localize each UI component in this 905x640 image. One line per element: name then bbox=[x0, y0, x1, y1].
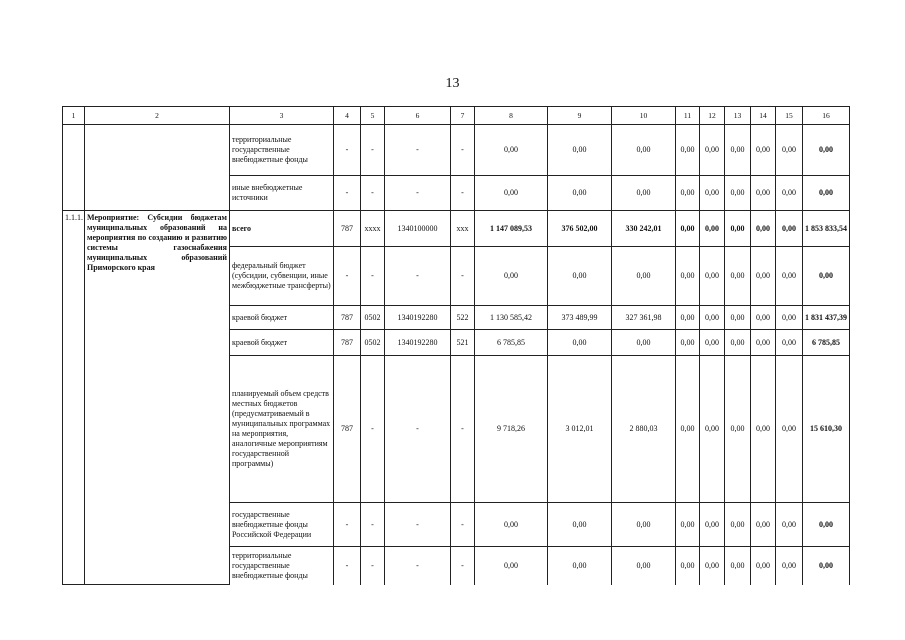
column-header: 3 bbox=[230, 107, 334, 125]
funding-source-cell: краевой бюджет bbox=[230, 306, 334, 330]
value-cell-c10: 0,00 bbox=[612, 176, 676, 211]
value-cell-c10: 0,00 bbox=[612, 125, 676, 176]
page-number: 13 bbox=[445, 76, 460, 91]
value-cell-c5: 0502 bbox=[361, 306, 385, 330]
value-cell-c12: 0,00 bbox=[700, 125, 725, 176]
column-header: 10 bbox=[612, 107, 676, 125]
value-cell-c14: 0,00 bbox=[751, 356, 776, 503]
value-cell-c4: - bbox=[334, 176, 361, 211]
value-cell-c6: 1340100000 bbox=[385, 211, 451, 247]
value-cell-c5: - bbox=[361, 247, 385, 306]
value-cell-c8: 0,00 bbox=[475, 547, 548, 585]
value-cell-c11: 0,00 bbox=[676, 306, 700, 330]
value-cell-c15: 0,00 bbox=[776, 211, 803, 247]
value-cell-c16: 0,00 bbox=[803, 125, 850, 176]
column-header: 1 bbox=[63, 107, 85, 125]
value-cell-c15: 0,00 bbox=[776, 503, 803, 547]
value-cell-c8: 6 785,85 bbox=[475, 330, 548, 356]
value-cell-c7: - bbox=[451, 125, 475, 176]
value-cell-c13: 0,00 bbox=[725, 356, 751, 503]
value-cell-c16: 0,00 bbox=[803, 547, 850, 585]
funding-source-cell: государственные внебюджетные фонды Российской Федерации bbox=[230, 503, 334, 547]
value-cell-c8: 0,00 bbox=[475, 176, 548, 211]
table-row bbox=[63, 211, 850, 247]
value-cell-c15: 0,00 bbox=[776, 547, 803, 585]
value-cell-c14: 0,00 bbox=[751, 330, 776, 356]
value-cell-c16: 0,00 bbox=[803, 176, 850, 211]
value-cell-c15: 0,00 bbox=[776, 356, 803, 503]
value-cell-c4: 787 bbox=[334, 306, 361, 330]
value-cell-c11: 0,00 bbox=[676, 211, 700, 247]
value-cell-c9: 3 012,01 bbox=[548, 356, 612, 503]
value-cell-c15: 0,00 bbox=[776, 247, 803, 306]
value-cell-c10: 327 361,98 bbox=[612, 306, 676, 330]
value-cell-c7: 521 bbox=[451, 330, 475, 356]
value-cell-c13: 0,00 bbox=[725, 247, 751, 306]
value-cell-c16: 1 853 833,54 bbox=[803, 211, 850, 247]
column-header: 14 bbox=[751, 107, 776, 125]
column-header: 4 bbox=[334, 107, 361, 125]
value-cell-c14: 0,00 bbox=[751, 211, 776, 247]
value-cell-c8: 9 718,26 bbox=[475, 356, 548, 503]
value-cell-c13: 0,00 bbox=[725, 306, 751, 330]
value-cell-c16: 15 610,30 bbox=[803, 356, 850, 503]
value-cell-c4: - bbox=[334, 247, 361, 306]
value-cell-c16: 0,00 bbox=[803, 503, 850, 547]
value-cell-c7: - bbox=[451, 547, 475, 585]
item-number-cell bbox=[63, 125, 85, 211]
value-cell-c6: - bbox=[385, 547, 451, 585]
value-cell-c7: - bbox=[451, 356, 475, 503]
value-cell-c9: 0,00 bbox=[548, 176, 612, 211]
value-cell-c5: - bbox=[361, 125, 385, 176]
column-header: 7 bbox=[451, 107, 475, 125]
value-cell-c8: 0,00 bbox=[475, 125, 548, 176]
value-cell-c7: - bbox=[451, 247, 475, 306]
table-row bbox=[63, 125, 850, 176]
value-cell-c6: 1340192280 bbox=[385, 306, 451, 330]
value-cell-c4: 787 bbox=[334, 330, 361, 356]
value-cell-c9: 376 502,00 bbox=[548, 211, 612, 247]
column-header: 2 bbox=[85, 107, 230, 125]
value-cell-c13: 0,00 bbox=[725, 176, 751, 211]
value-cell-c6: 1340192280 bbox=[385, 330, 451, 356]
value-cell-c10: 330 242,01 bbox=[612, 211, 676, 247]
budget-table bbox=[62, 106, 850, 585]
funding-source-cell: краевой бюджет bbox=[230, 330, 334, 356]
value-cell-c5: - bbox=[361, 176, 385, 211]
value-cell-c9: 373 489,99 bbox=[548, 306, 612, 330]
value-cell-c12: 0,00 bbox=[700, 547, 725, 585]
value-cell-c10: 2 880,03 bbox=[612, 356, 676, 503]
column-header: 16 bbox=[803, 107, 850, 125]
table-body bbox=[63, 107, 850, 585]
value-cell-c10: 0,00 bbox=[612, 330, 676, 356]
value-cell-c4: - bbox=[334, 547, 361, 585]
value-cell-c13: 0,00 bbox=[725, 547, 751, 585]
value-cell-c15: 0,00 bbox=[776, 125, 803, 176]
value-cell-c6: - bbox=[385, 247, 451, 306]
value-cell-c16: 6 785,85 bbox=[803, 330, 850, 356]
value-cell-c4: - bbox=[334, 503, 361, 547]
value-cell-c14: 0,00 bbox=[751, 547, 776, 585]
column-header: 9 bbox=[548, 107, 612, 125]
value-cell-c14: 0,00 bbox=[751, 306, 776, 330]
value-cell-c15: 0,00 bbox=[776, 176, 803, 211]
column-header: 8 bbox=[475, 107, 548, 125]
value-cell-c9: 0,00 bbox=[548, 330, 612, 356]
value-cell-c7: - bbox=[451, 503, 475, 547]
column-number-row bbox=[63, 107, 850, 125]
value-cell-c10: 0,00 bbox=[612, 547, 676, 585]
value-cell-c7: 522 bbox=[451, 306, 475, 330]
value-cell-c5: - bbox=[361, 356, 385, 503]
column-header: 11 bbox=[676, 107, 700, 125]
item-description-cell: Мероприятие: Субсидии бюджетам муниципальных образований на мероприятия по созданию и развитию системы газоснабжения муниципальных образований Приморского края bbox=[85, 211, 230, 585]
value-cell-c8: 1 147 089,53 bbox=[475, 211, 548, 247]
value-cell-c8: 0,00 bbox=[475, 247, 548, 306]
funding-source-cell: территориальные государственные внебюджетные фонды bbox=[230, 547, 334, 585]
value-cell-c5: хххх bbox=[361, 211, 385, 247]
value-cell-c6: - bbox=[385, 503, 451, 547]
funding-source-cell: федеральный бюджет (субсидии, субвенции, иные межбюджетные трансферты) bbox=[230, 247, 334, 306]
value-cell-c7: - bbox=[451, 176, 475, 211]
value-cell-c14: 0,00 bbox=[751, 125, 776, 176]
value-cell-c4: - bbox=[334, 125, 361, 176]
funding-source-cell: всего bbox=[230, 211, 334, 247]
value-cell-c10: 0,00 bbox=[612, 503, 676, 547]
value-cell-c16: 0,00 bbox=[803, 247, 850, 306]
value-cell-c14: 0,00 bbox=[751, 503, 776, 547]
value-cell-c13: 0,00 bbox=[725, 503, 751, 547]
item-description-cell bbox=[85, 125, 230, 211]
value-cell-c12: 0,00 bbox=[700, 330, 725, 356]
item-number-cell: 1.1.1. bbox=[63, 211, 85, 585]
value-cell-c13: 0,00 bbox=[725, 211, 751, 247]
value-cell-c13: 0,00 bbox=[725, 125, 751, 176]
funding-source-cell: территориальные государственные внебюджетные фонды bbox=[230, 125, 334, 176]
funding-source-cell: планируемый объем средств местных бюджетов (предусматриваемый в муниципальных программах на мероприятия, аналогичные мероприятиям государственной программы) bbox=[230, 356, 334, 503]
value-cell-c5: 0502 bbox=[361, 330, 385, 356]
value-cell-c9: 0,00 bbox=[548, 547, 612, 585]
value-cell-c15: 0,00 bbox=[776, 306, 803, 330]
column-header: 5 bbox=[361, 107, 385, 125]
value-cell-c12: 0,00 bbox=[700, 503, 725, 547]
value-cell-c5: - bbox=[361, 503, 385, 547]
value-cell-c9: 0,00 bbox=[548, 125, 612, 176]
value-cell-c7: ххх bbox=[451, 211, 475, 247]
value-cell-c12: 0,00 bbox=[700, 247, 725, 306]
value-cell-c4: 787 bbox=[334, 211, 361, 247]
value-cell-c12: 0,00 bbox=[700, 356, 725, 503]
value-cell-c10: 0,00 bbox=[612, 247, 676, 306]
value-cell-c14: 0,00 bbox=[751, 247, 776, 306]
value-cell-c12: 0,00 bbox=[700, 211, 725, 247]
value-cell-c14: 0,00 bbox=[751, 176, 776, 211]
value-cell-c11: 0,00 bbox=[676, 503, 700, 547]
value-cell-c12: 0,00 bbox=[700, 176, 725, 211]
funding-source-cell: иные внебюджетные источники bbox=[230, 176, 334, 211]
value-cell-c9: 0,00 bbox=[548, 247, 612, 306]
column-header: 13 bbox=[725, 107, 751, 125]
column-header: 12 bbox=[700, 107, 725, 125]
value-cell-c5: - bbox=[361, 547, 385, 585]
value-cell-c4: 787 bbox=[334, 356, 361, 503]
value-cell-c11: 0,00 bbox=[676, 125, 700, 176]
value-cell-c11: 0,00 bbox=[676, 247, 700, 306]
value-cell-c6: - bbox=[385, 125, 451, 176]
value-cell-c13: 0,00 bbox=[725, 330, 751, 356]
value-cell-c9: 0,00 bbox=[548, 503, 612, 547]
column-header: 15 bbox=[776, 107, 803, 125]
value-cell-c12: 0,00 bbox=[700, 306, 725, 330]
value-cell-c15: 0,00 bbox=[776, 330, 803, 356]
value-cell-c16: 1 831 437,39 bbox=[803, 306, 850, 330]
column-header: 6 bbox=[385, 107, 451, 125]
value-cell-c11: 0,00 bbox=[676, 176, 700, 211]
value-cell-c8: 0,00 bbox=[475, 503, 548, 547]
value-cell-c11: 0,00 bbox=[676, 330, 700, 356]
value-cell-c6: - bbox=[385, 176, 451, 211]
value-cell-c8: 1 130 585,42 bbox=[475, 306, 548, 330]
value-cell-c11: 0,00 bbox=[676, 547, 700, 585]
value-cell-c11: 0,00 bbox=[676, 356, 700, 503]
value-cell-c6: - bbox=[385, 356, 451, 503]
